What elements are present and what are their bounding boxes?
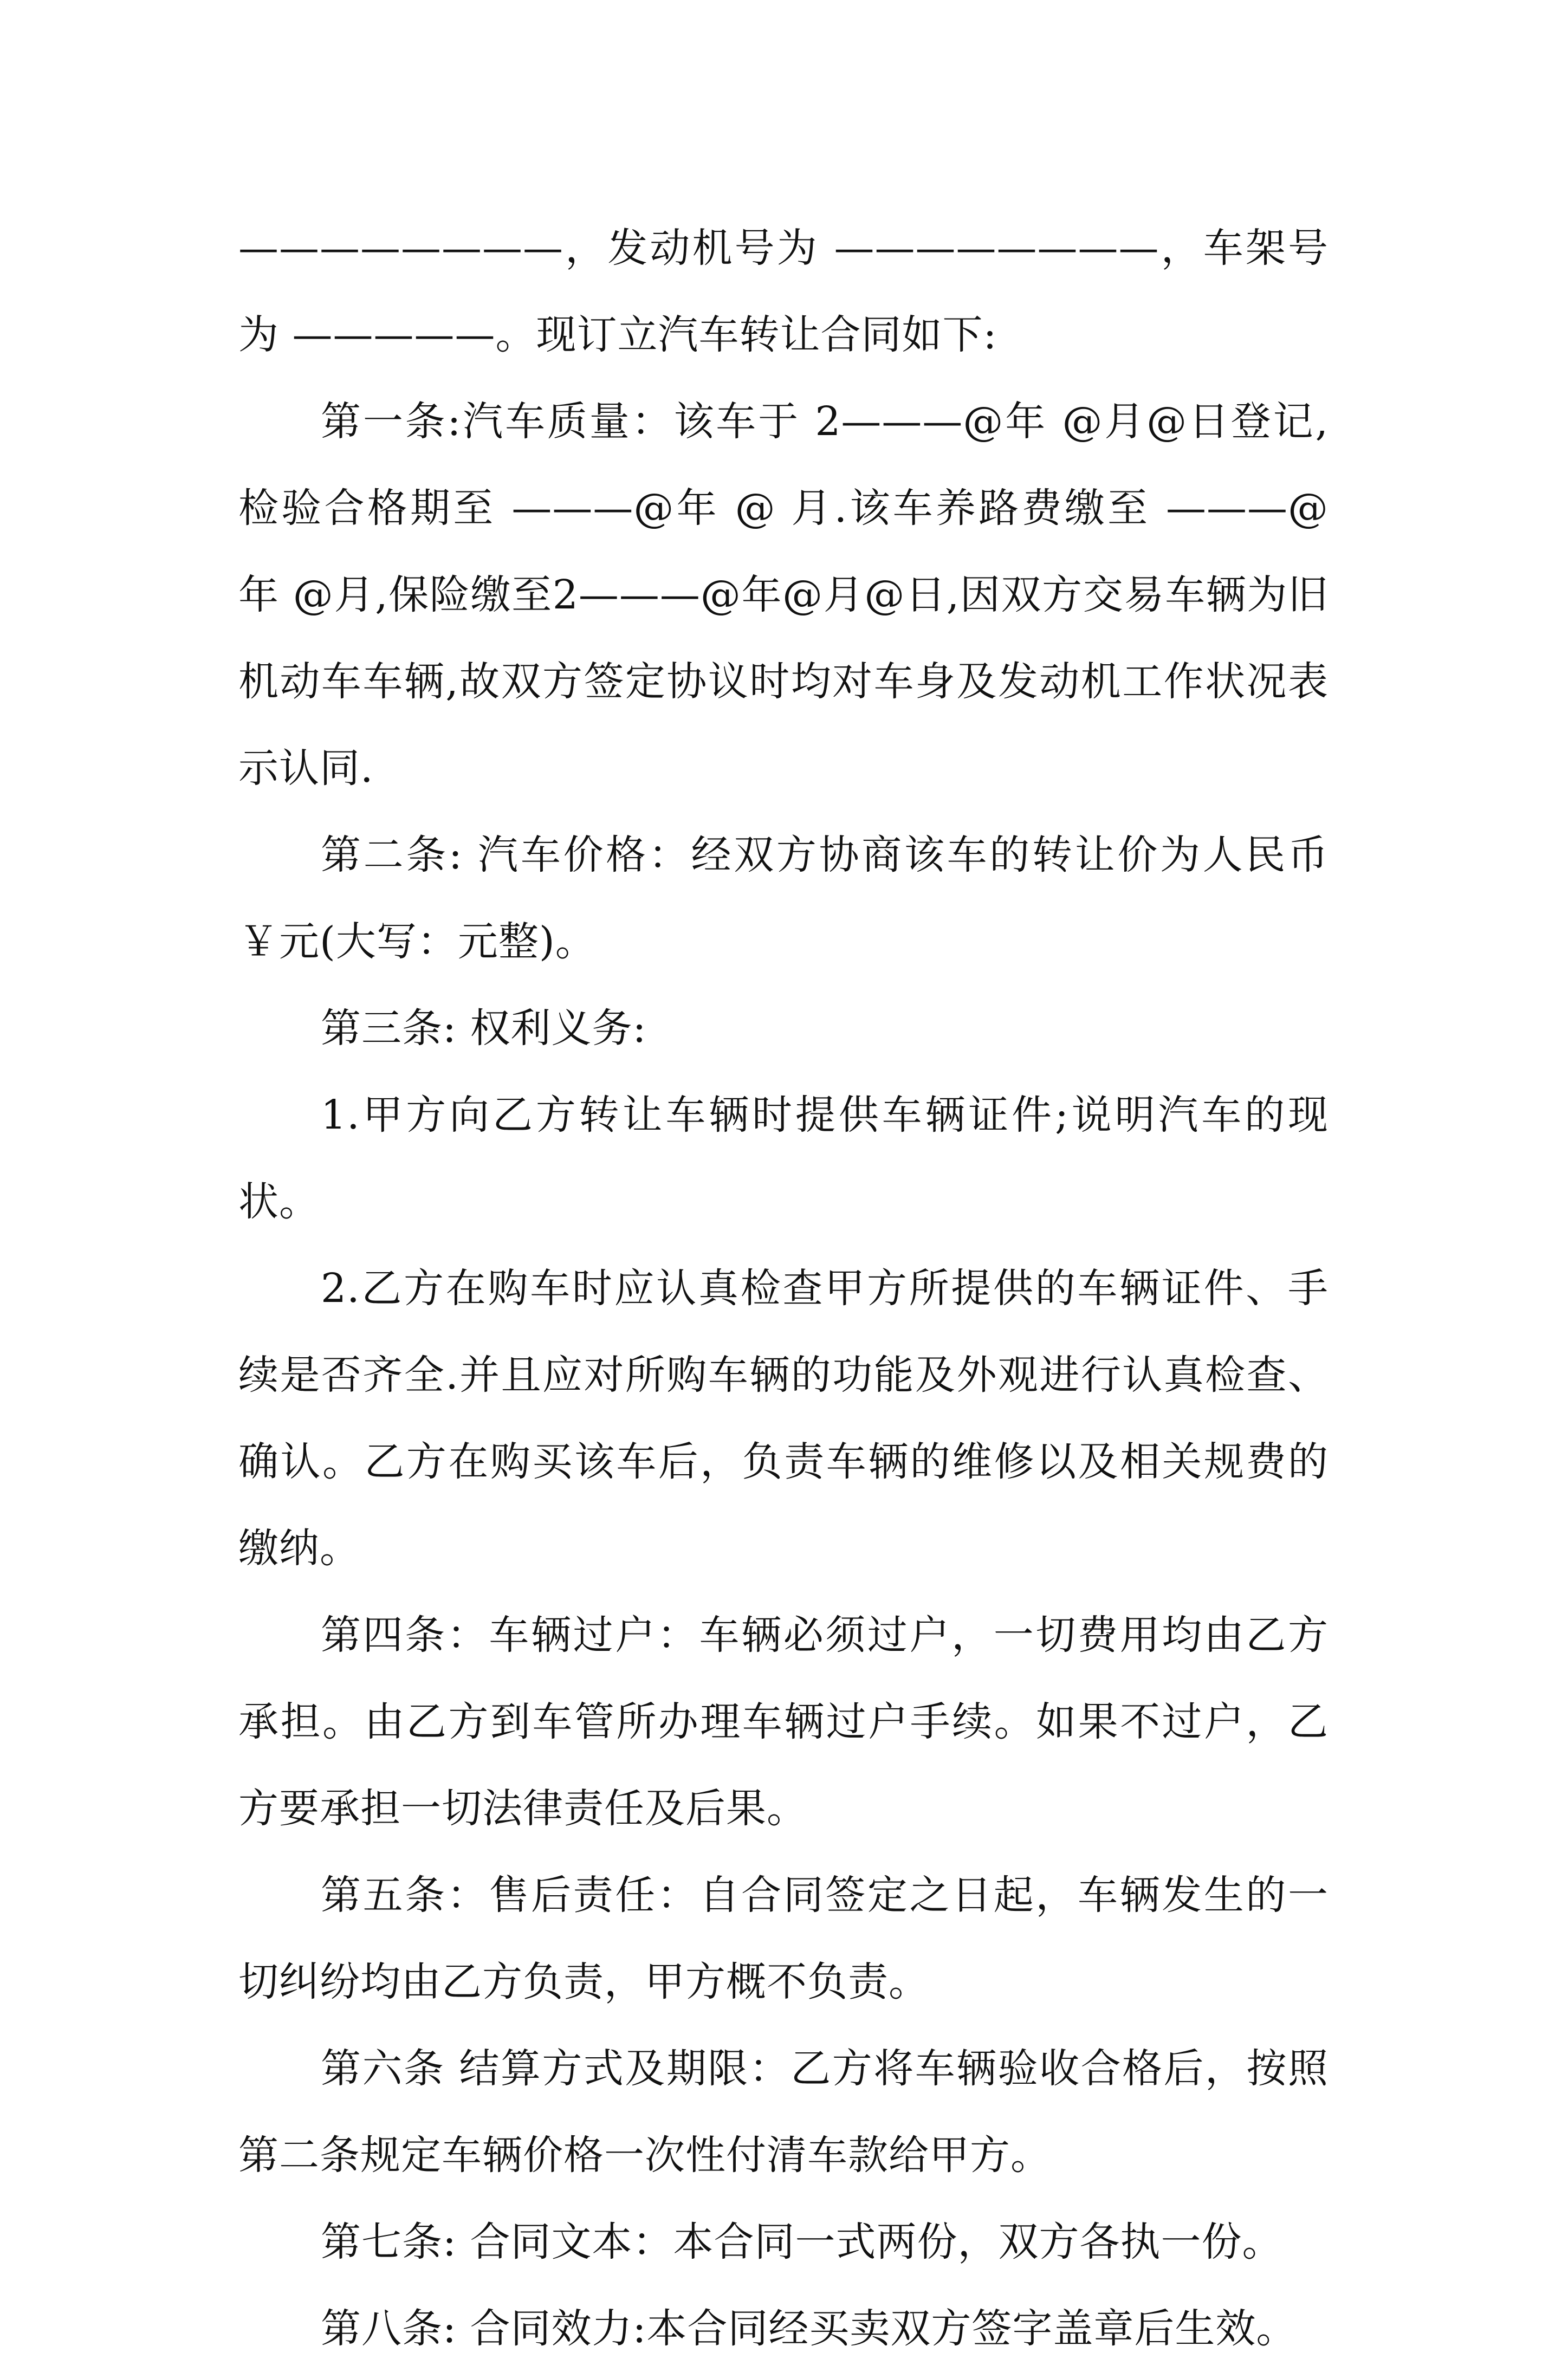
paragraph-article-8: 第八条: 合同效力:本合同经买卖双方签字盖章后生效。 xyxy=(321,2305,1297,2352)
paragraph-article-2: 第二条: 汽车价格：经双方协商该车的转让价为人民币￥元(大写：元整)。 xyxy=(238,832,1329,965)
paragraph-article-3-item-2: 2.乙方在购车时应认真检查甲方所提供的车辆证件、手续是否齐全.并且应对所购车辆的功能及外观进行认真检查、确认。乙方在购买该车后，负责车辆的维修以及相关规费的缴纳。 xyxy=(238,1265,1329,1572)
paragraph-article-6: 第六条 结算方式及期限：乙方将车辆验收合格后，按照第二条规定车辆价格一次性付清车款给甲方。 xyxy=(238,2045,1329,2179)
paragraph-article-5: 第五条：售后责任：自合同签定之日起，车辆发生的一切纠纷均由乙方负责，甲方概不负责。 xyxy=(238,1872,1329,2005)
document-body xyxy=(238,205,1329,2372)
paragraph-article-7: 第七条: 合同文本：本合同一式两份，双方各执一份。 xyxy=(321,2219,1283,2265)
paragraph-article-4: 第四条：车辆过户：车辆必须过户，一切费用均由乙方承担。由乙方到车管所办理车辆过户手续。如果不过户，乙方要承担一切法律责任及后果。 xyxy=(238,1612,1329,1832)
paragraph-vehicle-numbers: ————————，发动机号为 ————————，车架号为 —————。现订立汽车转让合同如下: xyxy=(238,225,1329,358)
paragraph-article-3: 第三条: 权利义务: xyxy=(321,1005,647,1052)
paragraph-article-1: 第一条:汽车质量：该车于 2———@年 @月@日登记,检验合格期至 ———@年 @ 月.该车养路费缴至 ———@ 年 @月,保险缴至2———@年@月@日,因双方交易车辆为旧机动车车辆,故双方签定协议时均对车身及发动机工作状况表示认同. xyxy=(238,398,1329,792)
paragraph-article-3-item-1: 1.甲方向乙方转让车辆时提供车辆证件;说明汽车的现状。 xyxy=(238,1092,1329,1225)
